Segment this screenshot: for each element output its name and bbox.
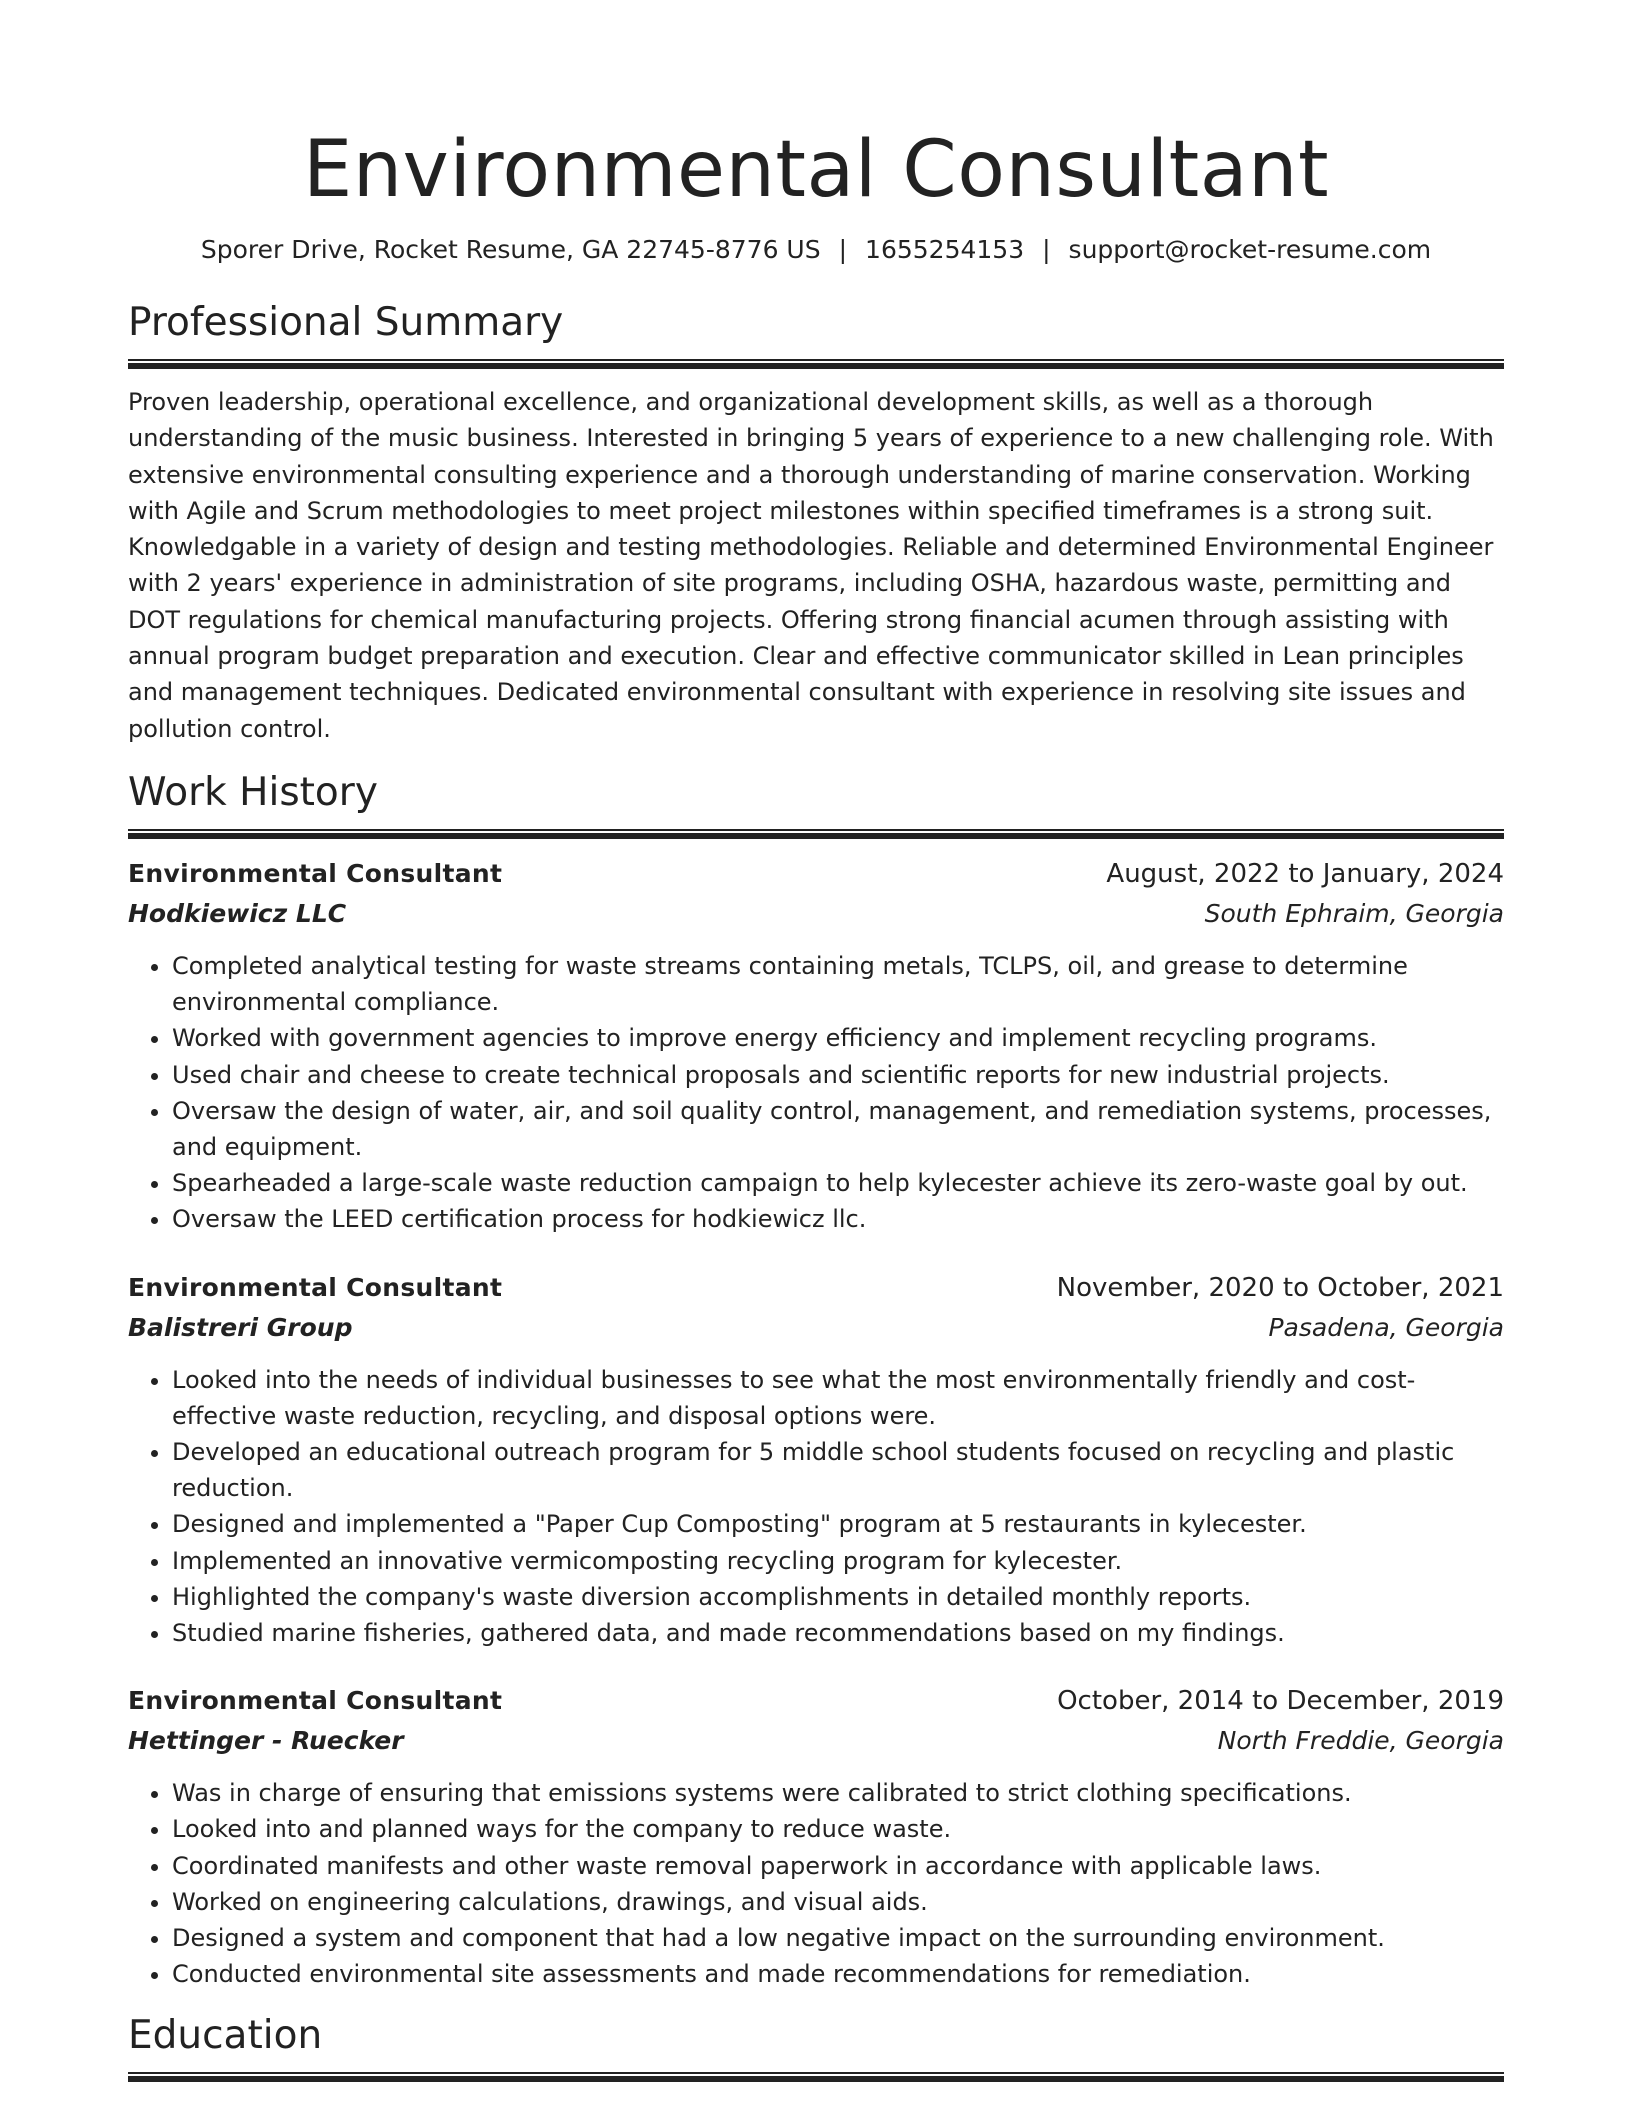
job-location: Pasadena, Georgia — [1268, 1312, 1504, 1342]
job-bullet: • Used chair and cheese to create technical proposals and scientific reports for new industrial projects. — [172, 1057, 1504, 1093]
job-header-row — [128, 1681, 1504, 1721]
job-bullet: • Oversaw the LEED certification process for hodkiewicz llc. — [172, 1201, 1504, 1237]
job-bullet: • Oversaw the design of water, air, and soil quality control, management, and remediation systems, processes, and equipment. — [172, 1093, 1504, 1165]
summary-heading: Professional Summary — [128, 300, 564, 345]
job-bullet-list — [128, 1775, 1504, 1992]
job-title: Environmental Consultant — [128, 1272, 503, 1302]
resume-page — [128, 0, 1504, 2082]
work-history-section — [128, 769, 1504, 1992]
education-heading: Education — [128, 2013, 323, 2059]
job-location: South Ephraim, Georgia — [1204, 898, 1504, 928]
job-title: Environmental Consultant — [128, 1686, 503, 1716]
job-bullet: • Developed an educational outreach program for 5 middle school students focused on recycling and plastic reduction. — [172, 1434, 1504, 1506]
job-bullet: • Worked with government agencies to improve energy efficiency and implement recycling programs. — [172, 1020, 1504, 1056]
job-company: Balistreri Group — [128, 1312, 353, 1342]
job-company-row — [128, 1308, 1504, 1348]
job-company: Hodkiewicz LLC — [128, 898, 347, 928]
job-bullet: • Designed a system and component that had a low negative impact on the surrounding environment. — [172, 1920, 1504, 1956]
contact-line — [128, 234, 1504, 266]
job-bullet: • Coordinated manifests and other waste removal paperwork in accordance with applicable laws. — [172, 1848, 1504, 1884]
job-bullet-list — [128, 948, 1504, 1238]
job-entry — [128, 1268, 1504, 1652]
job-bullet: • Highlighted the company's waste diversion accomplishments in detailed monthly reports. — [172, 1579, 1504, 1615]
contact-email: support@rocket-resume.com — [1068, 235, 1432, 264]
contact-address: Sporer Drive, Rocket Resume, GA 22745-8776 US — [200, 235, 821, 264]
job-bullet: • Looked into and planned ways for the company to reduce waste. — [172, 1811, 1504, 1847]
summary-text: Proven leadership, operational excellence, and organizational development skills, as well as a thorough understanding of the music business. Interested in bringing 5 years of experience to a new challenging role. With extensive environmental consulting experience and a thorough understanding of marine conservation. Working with Agile and Scrum methodologies to meet project milestones within specified timeframes is a strong suit. Knowledgable in a variety of design and testing methodologies. Reliable and determined Environmental Engineer with 2 years' experience in administration of site programs, including OSHA, hazardous waste, permitting and DOT regulations for chemical manufacturing projects. Offering strong financial acumen through assisting with annual program budget preparation and execution. Clear and effective communicator skilled in Lean principles and management techniques. Dedicated environmental consultant with experience in resolving site issues and pollution control. — [128, 388, 1494, 743]
job-bullet: • Was in charge of ensuring that emissions systems were calibrated to strict clothing specifications. — [172, 1775, 1504, 1811]
job-entry — [128, 1681, 1504, 1992]
job-bullet: • Completed analytical testing for waste streams containing metals, TCLPS, oil, and grease to determine environmental compliance. — [172, 948, 1504, 1020]
job-bullet-list — [128, 1362, 1504, 1652]
job-dates: October, 2014 to December, 2019 — [1057, 1686, 1504, 1717]
job-bullet: • Worked on engineering calculations, drawings, and visual aids. — [172, 1884, 1504, 1920]
section-divider — [128, 829, 1504, 839]
job-entry — [128, 854, 1504, 1238]
job-bullet: • Spearheaded a large-scale waste reduction campaign to help kylecester achieve its zero-waste goal by out. — [172, 1165, 1504, 1201]
job-company: Hettinger - Ruecker — [128, 1726, 404, 1756]
job-bullet: • Designed and implemented a "Paper Cup Composting" program at 5 restaurants in kylecester. — [172, 1506, 1504, 1542]
job-company-row — [128, 894, 1504, 934]
education-section — [128, 2012, 1504, 2082]
job-location: North Freddie, Georgia — [1217, 1726, 1504, 1756]
work-history-heading: Work History — [128, 769, 378, 815]
candidate-name: Environmental Consultant — [302, 125, 1330, 215]
contact-separator: | — [1042, 235, 1051, 264]
job-header-row — [128, 854, 1504, 894]
contact-phone: 1655254153 — [865, 235, 1025, 264]
job-dates: August, 2022 to January, 2024 — [1106, 858, 1504, 889]
job-bullet: • Conducted environmental site assessments and made recommendations for remediation. — [172, 1956, 1504, 1992]
job-bullet: • Looked into the needs of individual businesses to see what the most environmentally friendly and cost-effective waste reduction, recycling, and disposal options were. — [172, 1362, 1504, 1434]
section-divider — [128, 2072, 1504, 2082]
summary-section — [128, 299, 1504, 747]
job-bullet: • Implemented an innovative vermicomposting recycling program for kylecester. — [172, 1543, 1504, 1579]
job-company-row — [128, 1721, 1504, 1761]
contact-separator: | — [838, 235, 848, 264]
job-title: Environmental Consultant — [128, 858, 503, 888]
job-header-row — [128, 1268, 1504, 1308]
job-dates: November, 2020 to October, 2021 — [1056, 1272, 1504, 1303]
section-divider — [128, 359, 1504, 369]
job-bullet: • Studied marine fisheries, gathered data, and made recommendations based on my findings. — [172, 1615, 1504, 1651]
